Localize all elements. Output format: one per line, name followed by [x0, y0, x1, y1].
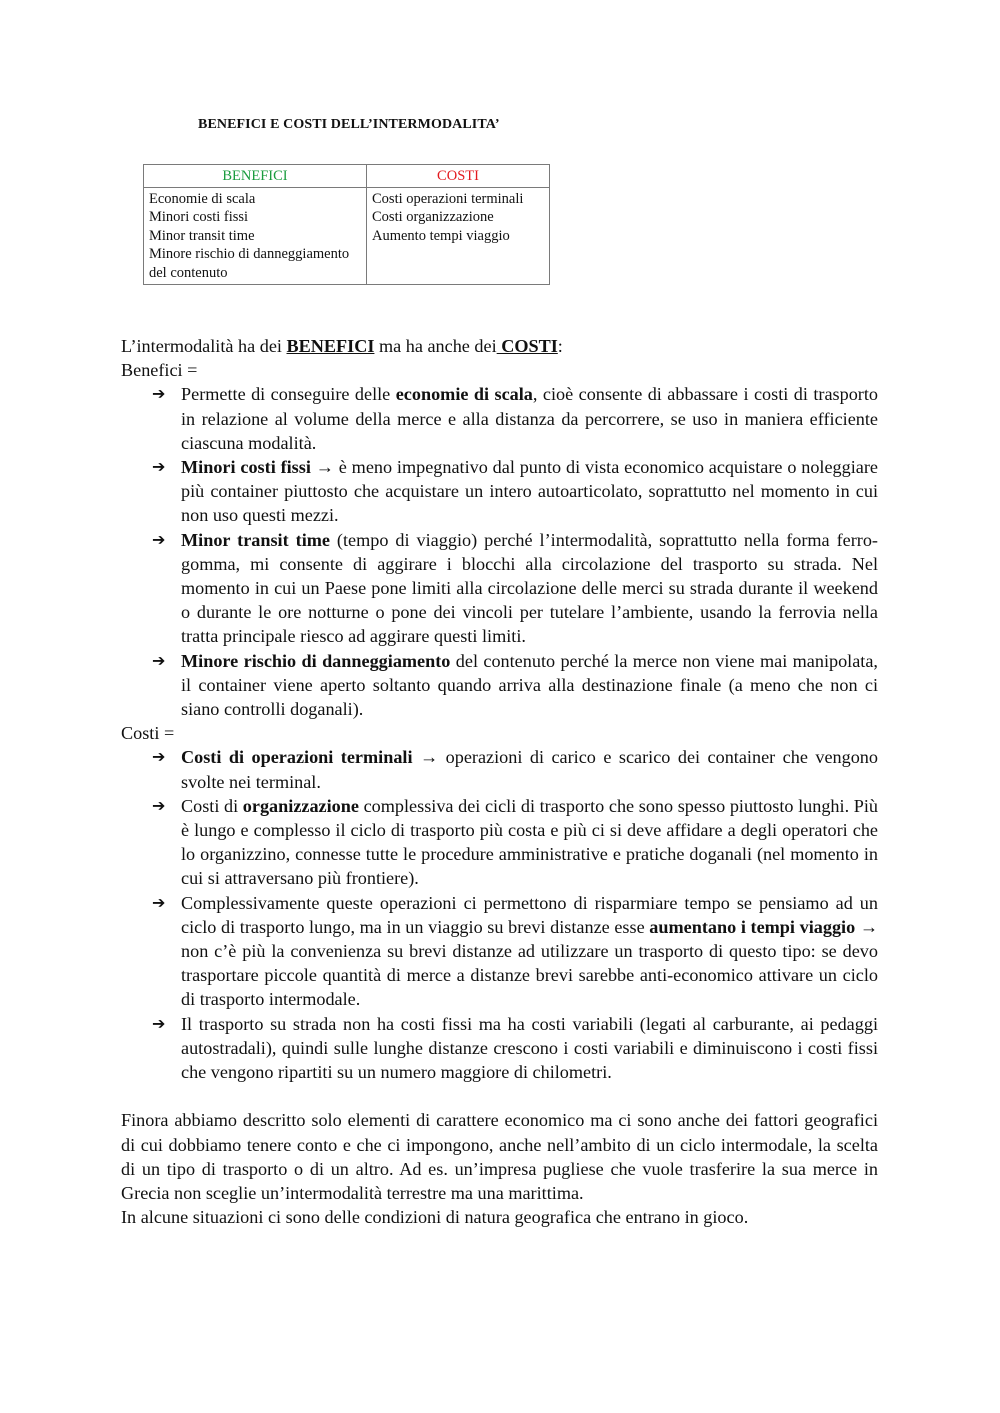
arrow-right-icon: ➔ [152, 384, 166, 404]
benefits-list [121, 382, 878, 721]
benefit-entry: del contenuto [149, 264, 228, 281]
table-row [144, 187, 550, 285]
item-text: (tempo di viaggio) perché l’intermodalità, soprattutto nella forma ferro-gomma, mi consente di aggirare i blocchi alla circolazione del trasporto su strada. Nel momento in cui un Paese pone limiti alla circolazione delle merci su strada durante il weekend o durante le ore notturne o pone dei vincoli per tutelare l’ambiente, usando la ferrovia nella tratta principale riesco ad aggirare questi limiti. [181, 529, 878, 647]
item-keyword: aumentano i tempi viaggio [649, 916, 856, 937]
list-item [121, 794, 878, 891]
costs-header: COSTI [367, 165, 550, 188]
item-text: , cioè consente di abbassare i costi di trasporto in relazione al volume della merce e alla distanza da percorrere, se uso in maniera efficiente ciascuna modalità. [181, 384, 878, 453]
item-text: Complessivamente queste operazioni ci permettono di risparmiare tempo se pensiamo ad un ciclo di trasporto lungo, ma in un viaggio su brevi distanze esse [181, 892, 878, 937]
arrow-right-icon: ➔ [152, 529, 166, 549]
item-text: complessiva dei cicli di trasporto che sono spesso piuttosto lunghi. Più è lungo e complesso il ciclo di trasporto più costa e più ci si deve affidare a degli operatori che lo organizzino, connesse tutte le procedure amministrative e pratiche doganali (nel momento in cui si attraversano più frontiere). [181, 795, 878, 889]
list-item [121, 649, 878, 722]
intro-text: L’intermodalità ha dei [121, 336, 287, 356]
benefits-keyword: BENEFICI [286, 336, 375, 356]
benefit-entry: Minore rischio di danneggiamento [149, 246, 350, 262]
benefit-entry: Economie di scala [149, 190, 256, 207]
table-header-row [144, 165, 550, 188]
cost-entry: Costi organizzazione [372, 209, 494, 225]
costs-cell [367, 187, 550, 285]
arrow-right-icon: ➔ [152, 1013, 166, 1033]
document-title: BENEFICI E COSTI DELL’INTERMODALITA’ [198, 117, 500, 132]
benefits-cell [144, 187, 367, 285]
arrow-right-icon: ➔ [152, 650, 166, 670]
item-text: Il trasporto su strada non ha costi fissi ma ha costi variabili (legati al carburante, ai pedaggi autostradali), quindi sulle lunghe distanze crescono i costi variabili e diminuiscono i costi fissi che vengono ripartiti su un numero maggiore di chilometri. [181, 1013, 878, 1083]
list-item [121, 745, 878, 793]
item-text: Permette di conseguire delle [181, 384, 396, 405]
item-text: → non c’è più la convenienza su brevi distanze ad utilizzare un trasporto di questo tipo: se devo trasportare piccole quantità di merce a distanze brevi sarebbe anti-economico attivare un ciclo di trasporto intermodale. [181, 916, 879, 1010]
intro-text: : [557, 336, 563, 356]
item-keyword: Minore rischio di danneggiamento [181, 650, 451, 671]
benefit-entry: Minori costi fissi [149, 209, 249, 225]
costs-label: Costi = [121, 723, 175, 744]
item-keyword: organizzazione [242, 795, 359, 816]
arrow-right-icon: ➔ [152, 747, 166, 767]
list-item [121, 455, 878, 528]
item-keyword: Minor transit time [181, 529, 330, 550]
cost-entry: Costi operazioni terminali [372, 190, 524, 207]
benefits-costs-table [143, 164, 550, 285]
list-item [121, 382, 878, 455]
item-text: del contenuto perché la merce non viene mai manipolata, il container viene aperto soltanto quando arriva alla destinazione finale (a meno che non ci siano controlli doganali). [181, 650, 878, 720]
cost-entry: Aumento tempi viaggio [372, 227, 510, 244]
item-keyword: Minori costi fissi [181, 457, 311, 478]
item-text: Costi di [181, 795, 243, 816]
item-keyword: economie di scala [395, 384, 533, 405]
list-item [121, 891, 878, 1012]
costs-keyword: COSTI [496, 336, 558, 356]
item-text: → operazioni di carico e scarico dei container che vengono svolte nei terminal. [181, 747, 878, 792]
benefits-label: Benefici = [121, 360, 198, 381]
list-item [121, 1012, 878, 1085]
costs-list [121, 745, 878, 1084]
item-text: → è meno impegnativo dal punto di vista economico acquistare o noleggiare più container piuttosto che acquistare un intero autoarticolato, soprattutto nel momento in cui non uso questi mezzi. [181, 457, 879, 526]
benefit-entry: Minor transit time [149, 227, 255, 244]
intro-sentence [121, 334, 878, 358]
arrow-right-icon: ➔ [152, 892, 166, 912]
closing-paragraph: Finora abbiamo descritto solo elementi di carattere economico ma ci sono anche dei fattori geografici di cui dobbiamo tenere conto e che ci impongono, anche nell’ambito di un ciclo intermodale, la scelta di un tipo di trasporto o di un altro. Ad es. un’impresa pugliese che vuole trasferire la sua merce in Grecia non sceglie un’intermodalità terrestre ma una marittima. [121, 1110, 878, 1203]
item-keyword: Costi di operazioni terminali [181, 747, 413, 768]
arrow-right-icon: ➔ [152, 457, 166, 477]
list-item [121, 528, 878, 649]
intro-text: ma ha anche dei [374, 336, 497, 356]
closing-paragraph: In alcune situazioni ci sono delle condizioni di natura geografica che entrano in gioco. [121, 1207, 749, 1228]
benefits-header: BENEFICI [144, 165, 367, 188]
arrow-right-icon: ➔ [152, 795, 166, 815]
document-body [121, 334, 878, 1229]
paragraph-spacer [121, 1084, 878, 1108]
